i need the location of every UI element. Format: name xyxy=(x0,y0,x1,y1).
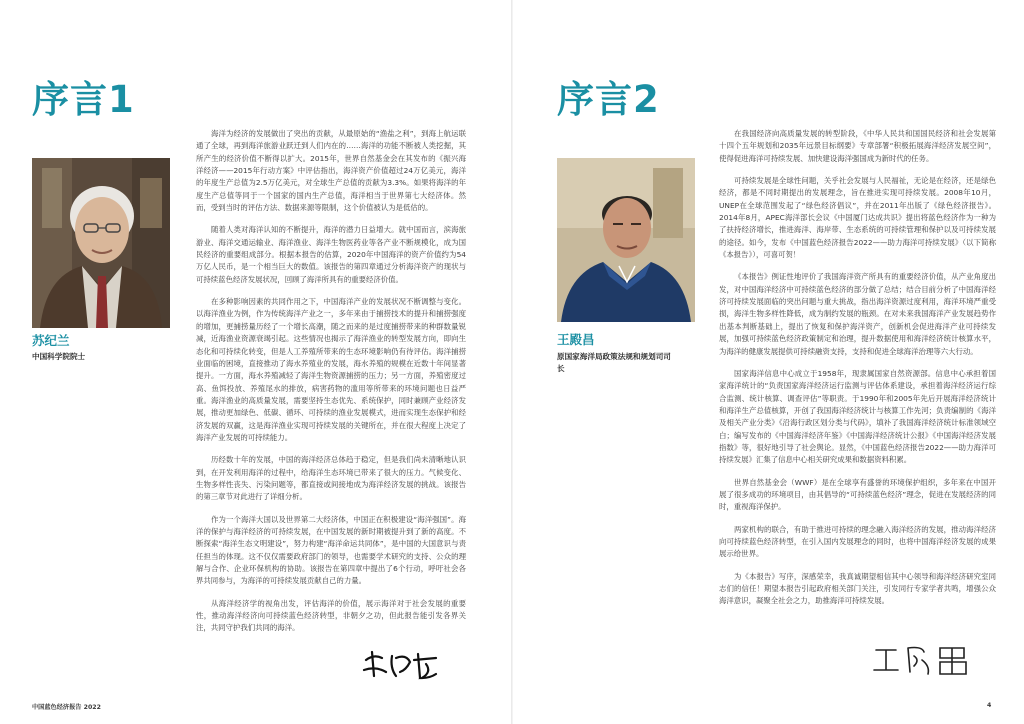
author-photo-su-jilan xyxy=(32,158,170,328)
author-name: 苏纪兰 xyxy=(32,333,70,348)
paragraph: 《本报告》例证性地评价了我国海洋资产所具有的重要经济价值，从产业角度出发，对中国海洋经济中可持续蓝色经济的部分做了总结；结合目前分析了中国海洋经济可持续发展面临的突出问题与重大挑战，指出海洋资源过度利用，海洋环境严重受损，海洋生物多样性降低，成为制约发展的瓶颈。在对未来我国海洋产业发展趋势作出基本判断基础上，提出了恢复和保护海洋资产，创新机会促进海洋产业可持续发展，加强可持续蓝色经济政策制定和治理，提升数据使用和海洋经济统计核算水平，为海洋的健康发展提供可持续融资支持，支持和促进全球海洋治理等六大行动。 xyxy=(719,272,996,356)
author-photo-wang-dianchang xyxy=(557,158,695,322)
paragraph: 两家机构的联合，有助于推进可持续的理念融入海洋经济的发展，推动海洋经济向可持续蓝色经济转型，在引入国内发展理念的同时，也将中国海洋经济发展的成果展示给世界。 xyxy=(719,524,996,559)
signature-su-jilan xyxy=(360,646,440,684)
paragraph: 从海洋经济学的视角出发，评估海洋的价值，展示海洋对于社会发展的重要性，推动海洋经济向可持续蓝色经济转型，非朝夕之功，但此报告能引发各界关注，共同守护我们共同的海洋。 xyxy=(196,598,466,633)
paragraph: 世界自然基金会（WWF）是在全球享有盛誉的环境保护组织，多年来在中国开展了很多成功的环境项目，由其倡导的“可持续蓝色经济”理念，促进在发展经济的同时，重视海洋保护。 xyxy=(719,477,996,512)
paragraph: 历经数十年的发展，中国的海洋经济总体趋于稳定，但是我们尚未清晰地认识到，在开发利用海洋的过程中，给海洋生态环境已带来了很大的压力。气候变化、生物多样性丧失、污染问题等，都直接或间接地成为海洋经济发展的挑战。该报告的第三章节对此进行了详细分析。 xyxy=(196,455,466,502)
page-number: 4 xyxy=(987,702,992,709)
page-gutter xyxy=(511,0,513,724)
preface-1-body xyxy=(196,128,466,645)
paragraph: 可持续发展是全球性问题，关乎社会发展与人民福祉，无论是在经济，还是绿色经济，都是不同时期提出的发展理念，旨在推进实现可持续发展。2008年10月，UNEP在全球范围发起了“绿色经济倡议”，并在2011年出版了《绿色经济报告》。2014年8月，APEC海洋部长会议《中国厦门达成共识》提出将蓝色经济作为一种为了扶持经济增长，推进海洋、海岸带、生态系统的可持续管理和保护以及可持续发展的途径。如今，发布《中国蓝色经济报告2022——助力海洋可持续发展》（以下简称《本报告》），可喜可贺！ xyxy=(719,176,996,260)
author-name: 王殿昌 xyxy=(557,332,595,347)
paragraph: 国家海洋信息中心成立于1958年，现隶属国家自然资源部。信息中心承担着国家海洋统计的“负责国家海洋经济运行监测与评估体系建设，承担着海洋经济运行综合监测、统计核算、调查评估”等职责。于1990年和2005年先后开展海洋经济统计和海洋生产总值核算，开创了我国海洋经济统计与核算工作先河；负责编制的《海洋及相关产业分类》《沿海行政区划分类与代码》，填补了我国海洋经济统计标准领域空白；编写发布的《中国海洋经济年鉴》《中国海洋经济统计公报》《中国海洋经济发展指数》等，很好地引导了社会舆论。显然，《中国蓝色经济报告2022——助力海洋可持续发展》汇集了信息中心相关研究成果和数据资料积累。 xyxy=(719,368,996,465)
preface-2-title: 序言2 xyxy=(557,78,660,121)
author-title: 中国科学院院士 xyxy=(32,352,86,361)
page-footer-left: 中国蓝色经济报告 2022 xyxy=(32,704,101,711)
paragraph: 随着人类对海洋认知的不断提升，海洋的潜力日益增大。就中国而言，滨海旅游业、海洋交通运输业、海洋渔业、海洋生物医药业等各产业不断规模化，成为国民经济的重要组成部分。根据本报告的估算，2020年中国海洋的资产价值约为54万亿人民币，是一个相当巨大的数值。该报告的第四章通过分析海洋资产的现状与可持续蓝色经济发展状况，回顾了海洋所具有的重要经济价值。 xyxy=(196,225,466,284)
preface-2-body xyxy=(719,128,996,618)
paragraph: 为《本报告》写序，深感荣幸，我真诚期望相信其中心领导和海洋经济研究室同志们的信任！期望本报告引起政府相关部门关注，引发同行专家学者共鸣，增强公众海洋意识，凝聚全社会之力，助推海洋可持续发展。 xyxy=(719,571,996,606)
paragraph: 在多种影响因素的共同作用之下，中国海洋产业的发展状况不断调整与变化。以海洋渔业为例，作为传统海洋产业之一，多年来由于捕捞技术的提升和捕捞强度的增加，更捕捞量历经了一个增长高潮，随之而来的是过度捕捞带来的种群数量锐减，近海渔业资源衰竭引起。这些情况也揭示了海洋渔业的转型发展方向，即向生态化和可持续化转变，但是人工养殖所带来的生态环境影响仍有待评估。海洋捕捞业面临的困境，直接推动了海水养殖业的发展，海水养殖的规模在近数十年间显著提升。一方面，海水养殖减轻了海洋生物资源捕捞的压力；另一方面，养殖密度过高、鱼饵投放、养殖尾水的排放，病害药物的滥用等所带来的环境问题也日益严重。海洋渔业的高质量发展，需要坚持生态优先、系统保护，同时兼顾产业经济发展，推动更加绿色、低碳、循环、可持续的渔业发展模式，进而实现生态保护和经济发展的双赢，这是海洋渔业实现可持续发展的关键所在，并在很大程度上决定了海洋产业发展的可持续能力。 xyxy=(196,297,466,442)
preface-1-title: 序言1 xyxy=(32,78,135,121)
paragraph: 在我国经济向高质量发展的转型阶段，《中华人民共和国国民经济和社会发展第十四个五年规划和2035年远景目标纲要》专章部署“积极拓展海洋经济发展空间”，使得促进海洋可持续发展、加快建设海洋强国成为新时代的任务。 xyxy=(719,129,996,163)
author-title: 原国家海洋局政策法规和规划司司长 xyxy=(557,352,671,373)
paragraph: 作为一个海洋大国以及世界第二大经济体，中国正在积极建设“海洋强国”。海洋的保护与海洋经济的可持续发展，在中国发展的新时期被提升到了新的高度。不断探索“海洋生态文明建设”，努力构建“海洋命运共同体”，是中国的大国意识与责任担当的体现。这不仅仅需要政府部门的领导，也需要学术研究的支持、公众的理解与合作、企业环保机构的协助。该报告在第四章中提出了6个行动，呼吁社会各界共同参与，为海洋的可持续发展贡献自己的力量。 xyxy=(196,514,466,586)
signature-wang-dianchang xyxy=(870,640,974,680)
paragraph: 海洋为经济的发展做出了突出的贡献，从最原始的“渔盐之利”，到海上航运联通了全球，再到海洋旅游业跃迁到人们内在的……海洋的功能不断被人类挖掘，其所产生的经济价值不断得以扩大。2015年，世界自然基金会在其发布的《振兴海洋经济——2015年行动方案》中评估指出，海洋资产价值超过24万亿美元，海洋的年度生产总值为2.5万亿美元，对全球生产总值的贡献为3.3%。如果将海洋的年度生产总值等同于一个国家的国内生产总值，海洋相当于世界第七大经济体。然而，受到当时的评估方法、数据来源等限制，这个价值被认为是低估的。 xyxy=(196,129,466,213)
